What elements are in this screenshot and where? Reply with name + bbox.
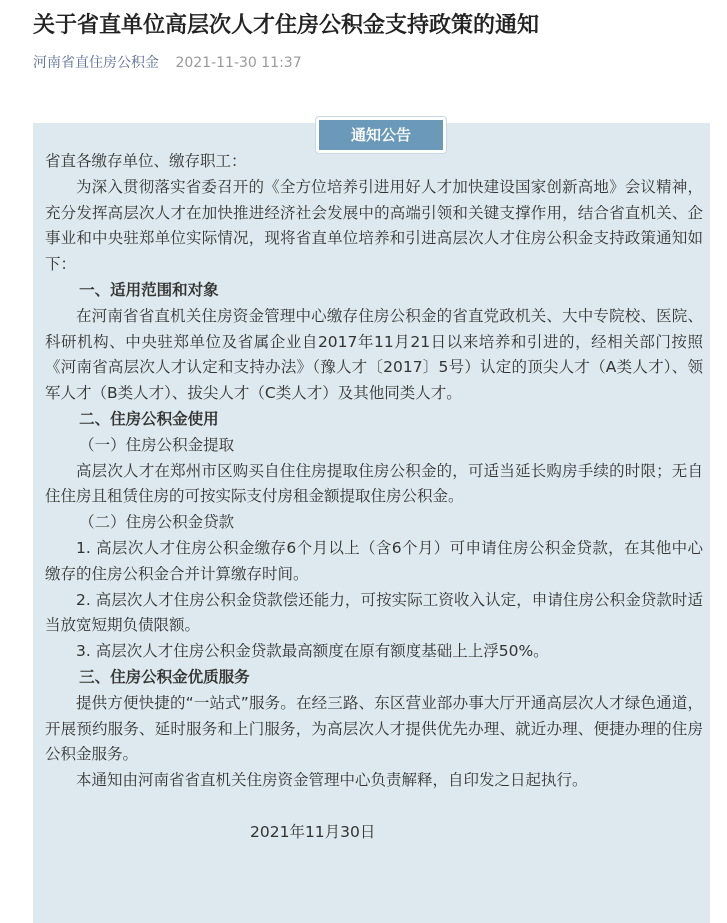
salutation: 省直各缴存单位、缴存职工： xyxy=(45,152,247,170)
article-meta xyxy=(33,52,302,74)
section-heading-service: 三、住房公积金优质服务 xyxy=(79,667,250,686)
article-title: 关于省直单位高层次人才住房公积金支持政策的通知 xyxy=(33,13,540,38)
section-service-body: 提供方便快捷的“一站式”服务。在经三路、东区营业部办事大厅开通高层次人才绿色通道，开展预约服务、延时服务和上门服务，为高层次人才提供优先办理、就近办理、便捷办理的住房公积金服务。 xyxy=(45,693,703,764)
subheading-withdrawal: （一）住房公积金提取 xyxy=(79,435,235,454)
withdrawal-body: 高层次人才在郑州市区购买自住住房提取住房公积金的，可适当延长购房手续的时限；无自住住房且租赁住房的可按实际支付房租金额提取住房公积金。 xyxy=(45,461,703,506)
section-heading-scope: 一、适用范围和对象 xyxy=(79,280,219,299)
loan-item-1: 1. 高层次人才住房公积金缴存6个月以上（含6个月）可申请住房公积金贷款，在其他中心缴存的住房公积金合并计算缴存时间。 xyxy=(45,538,703,583)
intro-paragraph: 为深入贯彻落实省委召开的《全方位培养引进用好人才加快建设国家创新高地》会议精神，充分发挥高层次人才在加快推进经济社会发展中的高端引领和关键支撑作用，结合省直机关、企事业和中央驻郑单位实际情况，现将省直单位培养和引进高层次人才住房公积金支持政策通知如下： xyxy=(45,177,703,274)
subheading-loan: （二）住房公积金贷款 xyxy=(79,513,235,532)
article-source-link[interactable]: 河南省直住房公积金 xyxy=(33,55,159,71)
section-scope-body: 在河南省省直机关住房资金管理中心缴存住房公积金的省直党政机关、大中专院校、医院、科研机构、中央驻郑单位及省属企业自2017年11月21日以来培养和引进的，经相关部门按照《河南省高层次人才认定和支持办法》（豫人才〔2017〕5号）认定的顶尖人才（A类人才）、领军人才（B类人才）、拔尖人才（C类人才）及其他同类人才。 xyxy=(45,306,703,403)
loan-item-3: 3. 高层次人才住房公积金贷款最高额度在原有额度基础上上浮50%。 xyxy=(76,642,549,661)
notice-tag: 通知公告 xyxy=(316,117,446,153)
notice-card xyxy=(33,123,710,923)
article-date: 2021-11-30 11:37 xyxy=(175,55,302,71)
loan-item-2: 2. 高层次人才住房公积金贷款偿还能力，可按实际工资收入认定，申请住房公积金贷款时适当放宽短期负债限额。 xyxy=(45,590,703,635)
notice-content xyxy=(45,149,703,846)
closing-paragraph: 本通知由河南省省直机关住房资金管理中心负责解释，自印发之日起执行。 xyxy=(76,771,588,790)
signature-date: 2021年11月30日 xyxy=(250,822,376,841)
section-heading-usage: 二、住房公积金使用 xyxy=(79,409,219,428)
